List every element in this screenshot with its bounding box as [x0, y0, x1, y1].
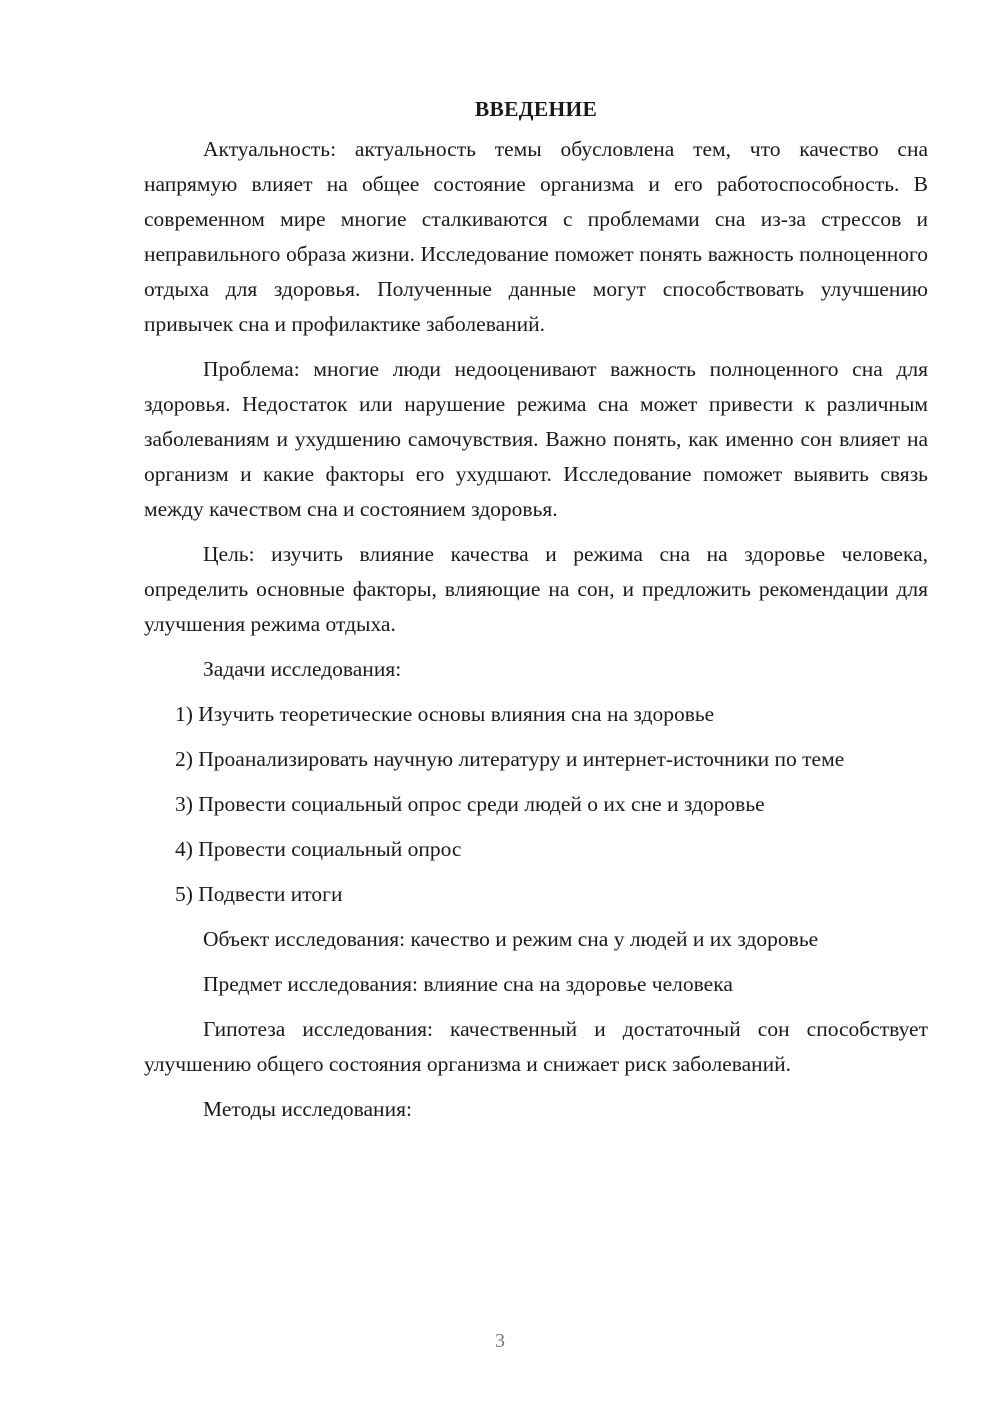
task-item: 2) Проанализировать научную литературу и интернет-источники по теме [175, 747, 845, 771]
task-item: 4) Провести социальный опрос [175, 837, 462, 861]
document-page [144, 92, 928, 1137]
task-item: 1) Изучить теоретические основы влияния сна на здоровье [175, 702, 715, 726]
problem-paragraph: Проблема: многие люди недооценивают важность полноценного сна для здоровья. Недостаток или нарушение режима сна может привести к различным заболеваниям и ухудшению самочувствия. Важно понять, как именно сон влияет на организм и какие факторы его ухудшают. Исследование поможет выявить связь между качеством сна и состоянием здоровья. [144, 357, 928, 521]
subject-paragraph: Предмет исследования: влияние сна на здоровье человека [203, 972, 733, 996]
object-paragraph: Объект исследования: качество и режим сна у людей и их здоровье [203, 927, 819, 951]
task-item: 3) Провести социальный опрос среди людей о их сне и здоровье [175, 792, 765, 816]
goal-paragraph: Цель: изучить влияние качества и режима сна на здоровье человека, определить основные факторы, влияющие на сон, и предложить рекомендации для улучшения режима отдыха. [144, 542, 928, 636]
hypothesis-paragraph: Гипотеза исследования: качественный и достаточный сон способствует улучшению общего состояния организма и снижает риск заболеваний. [144, 1017, 928, 1076]
methods-heading: Методы исследования: [203, 1097, 412, 1121]
tasks-heading: Задачи исследования: [203, 657, 402, 681]
relevance-paragraph: Актуальность: актуальность темы обусловлена тем, что качество сна напрямую влияет на общее состояние организма и его работоспособность. В современном мире многие сталкиваются с проблемами сна из-за стрессов и неправильного образа жизни. Исследование поможет понять важность полноценного отдыха для здоровья. Полученные данные могут способствовать улучшению привычек сна и профилактике заболеваний. [144, 137, 928, 336]
task-item: 5) Подвести итоги [175, 882, 343, 906]
page-number: 3 [495, 1330, 505, 1352]
section-heading: ВВЕДЕНИЕ [474, 97, 598, 121]
